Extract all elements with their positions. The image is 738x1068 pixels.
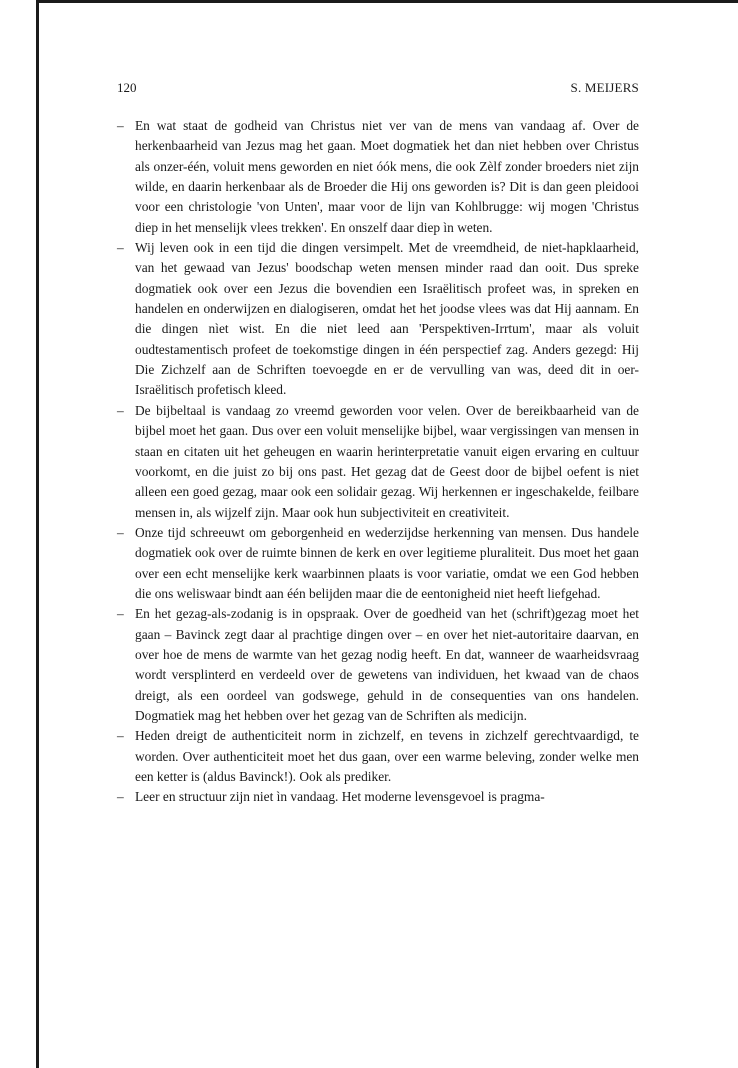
paragraph-text: En het gezag-als-zodanig is in opspraak. Over de goedheid van het (schrift)gezag moet het gaan – Bavinck zegt daar al prachtige dingen over – en over het niet-autoritaire daarvan, en over hoe de mens de warmte van het gezag nodig heeft. En dat, wanneer de waarheidsvraag wordt versplinterd en verdeeld over de gewetens van individuen, het kwaad van de chaos dreigt, als een oordeel van godswege, gehuld in de consequenties van ons handelen. Dogmatiek mag het hebben over het gezag van de Schriften als medicijn. [135, 606, 639, 723]
dash-bullet: – [117, 402, 124, 418]
list-item [117, 238, 639, 401]
scan-edge-top [36, 0, 738, 3]
list-item [117, 604, 639, 726]
dash-bullet: – [117, 789, 124, 805]
scan-edge-left [36, 0, 39, 1068]
paragraph-text: Wij leven ook in een tijd die dingen versimpelt. Met de vreemdheid, de niet-hapklaarheid, van het gewaad van Jezus' boodschap weten mensen minder raad dan ooit. Dus spreke dogmatiek ook over een Jezus die bovendien een Israëlitisch profeet was, in spreken en handelen en onderwijzen en dialogiseren, omdat het het joodse vlees was dat Hij aannam. En die dingen nìet wist. En die niet leed aan 'Perspektiven-Irrtum', maar als voluit oudtestamentisch profeet de toekomstige dingen in één perspectief zag. Anders gezegd: Hij Die Zichzelf aan de Schriften toevoegde en er de vervulling van was, deed dit in oer-Israëlitisch profetisch kleed. [135, 240, 639, 398]
paragraph-text: En wat staat de godheid van Christus niet ver van de mens van vandaag af. Over de herkenbaarheid van Jezus mag het gaan. Moet dogmatiek het dan niet hebben over Christus als onzer-één, voluit mens geworden en niet óók mens, die ook Zèlf zonder broeders niet zijn wilde, en daarin herkenbaar als de Broeder die Hij ons geworden is? Dit is dan geen pleidooi voor een christologie 'von Unten', maar voor de lijn van Kohlbrugge: wij mogen 'Christus diep in het menselijk vlees trekken'. En onszelf daar diep ìn weten. [135, 118, 639, 235]
paragraph-text: De bijbeltaal is vandaag zo vreemd geworden voor velen. Over de bereikbaarheid van de bijbel moet het gaan. Dus over een voluit menselijke bijbel, waar vergissingen van mensen in staan en citaten uit het geheugen en waarin herinterpretatie vanuit eigen ervaring en cultuur voorkomt, en die juist zo bij ons past. Het gezag dat de Geest door de bijbel oefent is niet alleen een goed gezag, maar ook een solidair gezag. Wij herkennen er ingeschakelde, feilbare mensen in, als wijzelf zijn. Maar ook hun subjectiviteit en creativiteit. [135, 402, 639, 520]
dash-bullet: – [117, 524, 124, 540]
body-text [117, 116, 639, 808]
dash-bullet: – [117, 240, 124, 256]
dash-bullet: – [117, 606, 124, 622]
paragraph-text: Heden dreigt de authenticiteit norm in zichzelf, en tevens in zichzelf gerechtvaardigd, te worden. Over authenticiteit moet het dus gaan, over een warme beleving, zonder welke men een ketter is (aldus Bavinck!). Ook als prediker. [135, 728, 639, 784]
dash-bullet: – [117, 728, 124, 744]
paragraph-text: Onze tijd schreeuwt om geborgenheid en wederzijdse herkenning van mensen. Dus handele dogmatiek ook over de ruimte binnen de kerk en over legitieme pluraliteit. Dus moet het gaan over een echt menselijke kerk waarbinnen plaats is voor variatie, omdat we een God hebben die ons weliswaar bindt aan één belijden maar die de eentonigheid niet heeft liefgehad. [135, 524, 639, 601]
list-item [117, 401, 639, 523]
running-head-author: S. MEIJERS [570, 80, 639, 95]
list-item [117, 787, 639, 807]
page-number: 120 [117, 80, 137, 95]
dash-bullet: – [117, 118, 124, 133]
paragraph-text: Leer en structuur zijn niet ìn vandaag. Het moderne levensgevoel is pragma- [135, 789, 545, 805]
list-item [117, 523, 639, 604]
running-head [117, 79, 639, 97]
list-item [117, 726, 639, 787]
list-item [117, 116, 639, 238]
